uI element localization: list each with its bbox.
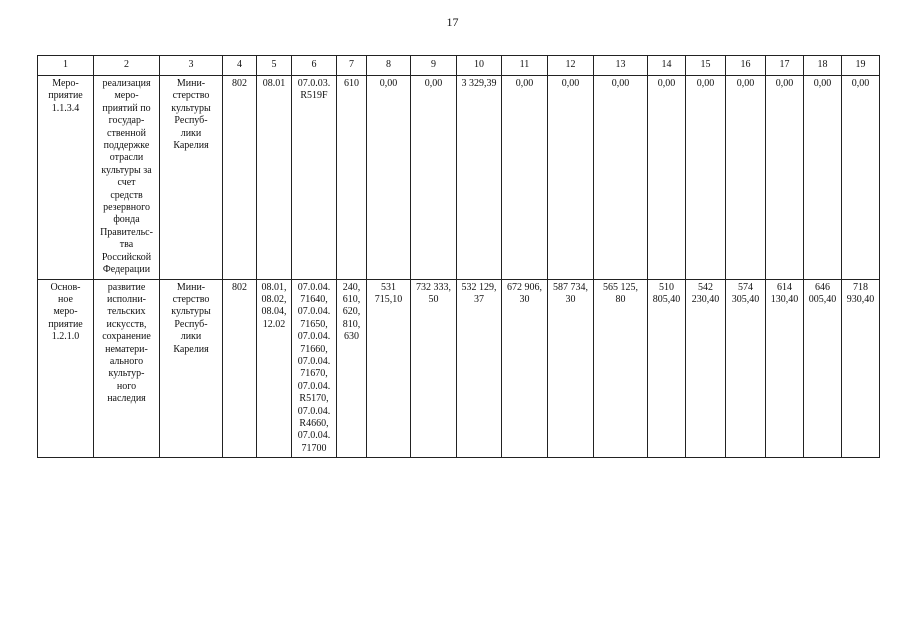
value-cell: 587 734, 30 <box>548 279 594 458</box>
column-header: 3 <box>160 56 223 76</box>
column-header: 16 <box>726 56 766 76</box>
value-cell: 0,00 <box>502 76 548 280</box>
value-cell: 0,00 <box>804 76 842 280</box>
column-header: 17 <box>766 56 804 76</box>
table-cell: 08.01 <box>257 76 292 280</box>
table-row <box>38 76 880 280</box>
column-header: 6 <box>292 56 337 76</box>
value-cell: 0,00 <box>766 76 804 280</box>
event-code-cell: Меро- приятие 1.1.3.4 <box>38 76 94 280</box>
executor-cell: Мини- стерство культуры Респуб- лики Карелия <box>160 279 223 458</box>
column-header: 2 <box>94 56 160 76</box>
value-cell: 0,00 <box>594 76 648 280</box>
value-cell: 718 930,40 <box>842 279 880 458</box>
event-name-cell: развитие исполни- тельских искусств, сохранение нематери- ального культур- ного наследия <box>94 279 160 458</box>
value-cell: 542 230,40 <box>686 279 726 458</box>
value-cell: 0,00 <box>648 76 686 280</box>
column-header: 15 <box>686 56 726 76</box>
value-cell: 646 005,40 <box>804 279 842 458</box>
value-cell: 0,00 <box>411 76 457 280</box>
column-header: 18 <box>804 56 842 76</box>
value-cell: 510 805,40 <box>648 279 686 458</box>
value-cell: 0,00 <box>367 76 411 280</box>
column-header: 4 <box>223 56 257 76</box>
value-cell: 0,00 <box>548 76 594 280</box>
value-cell: 614 130,40 <box>766 279 804 458</box>
column-header: 13 <box>594 56 648 76</box>
value-cell: 574 305,40 <box>726 279 766 458</box>
table-cell: 08.01, 08.02, 08.04, 12.02 <box>257 279 292 458</box>
event-name-cell: реализация меро- приятий по государ- ственной поддержке отрасли культуры за счет средств резервного фонда Правительс- тва Российской Федерации <box>94 76 160 280</box>
table-cell: 802 <box>223 76 257 280</box>
page-number: 17 <box>446 15 459 29</box>
table-cell: 802 <box>223 279 257 458</box>
column-header: 11 <box>502 56 548 76</box>
column-header: 9 <box>411 56 457 76</box>
column-header: 19 <box>842 56 880 76</box>
table-cell: 240, 610, 620, 810, 630 <box>337 279 367 458</box>
value-cell: 672 906, 30 <box>502 279 548 458</box>
table-cell: 07.0.04. 71640, 07.0.04. 71650, 07.0.04. 71660, 07.0.04. 71670, 07.0.04. R5170, 07.0.04. R4660, 07.0.04. 71700 <box>292 279 337 458</box>
column-header: 10 <box>457 56 502 76</box>
column-header: 7 <box>337 56 367 76</box>
table-cell: 610 <box>337 76 367 280</box>
value-cell: 3 329,39 <box>457 76 502 280</box>
value-cell: 0,00 <box>726 76 766 280</box>
value-cell: 732 333, 50 <box>411 279 457 458</box>
column-header: 1 <box>38 56 94 76</box>
value-cell: 532 129, 37 <box>457 279 502 458</box>
value-cell: 531 715,10 <box>367 279 411 458</box>
column-header: 5 <box>257 56 292 76</box>
budget-table <box>37 55 880 458</box>
table-cell: 07.0.03. R519F <box>292 76 337 280</box>
column-header: 12 <box>548 56 594 76</box>
value-cell: 0,00 <box>842 76 880 280</box>
value-cell: 565 125, 80 <box>594 279 648 458</box>
table-row <box>38 279 880 458</box>
executor-cell: Мини- стерство культуры Респуб- лики Карелия <box>160 76 223 280</box>
value-cell: 0,00 <box>686 76 726 280</box>
column-header: 8 <box>367 56 411 76</box>
event-code-cell: Основ- ное меро- приятие 1.2.1.0 <box>38 279 94 458</box>
column-header: 14 <box>648 56 686 76</box>
header-row <box>38 56 880 76</box>
